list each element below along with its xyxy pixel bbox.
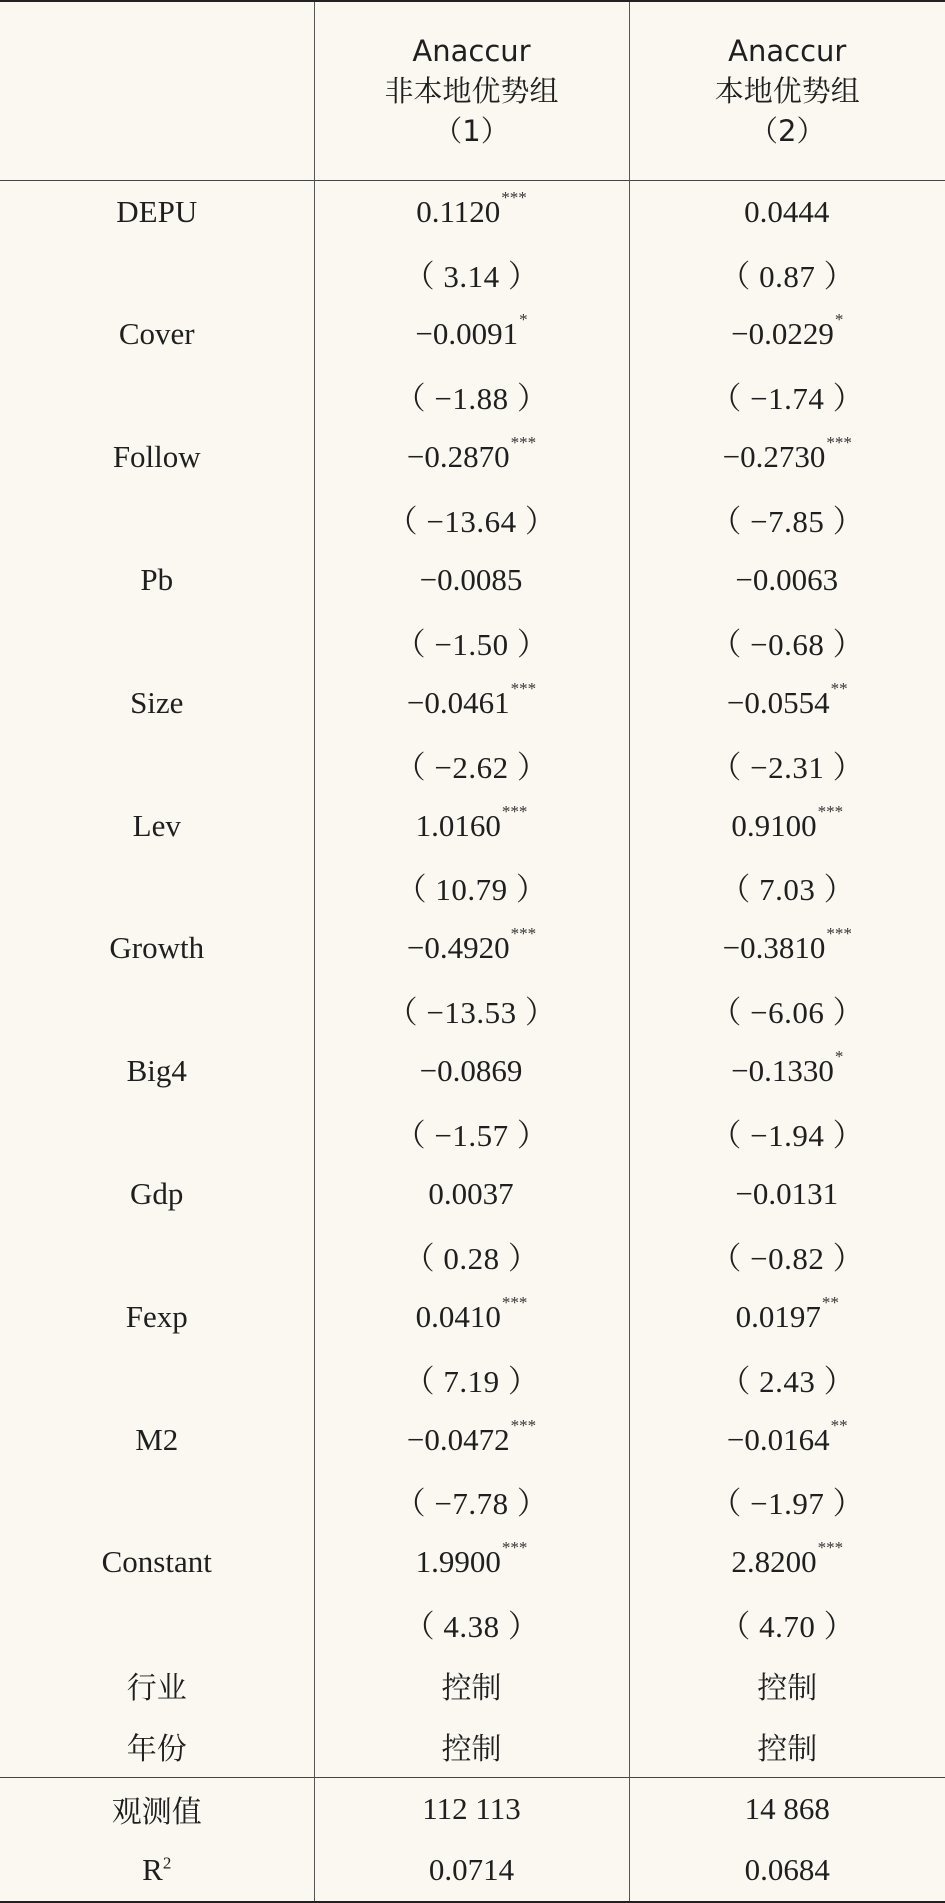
header-col-2-group: 本地优势组 <box>714 74 860 108</box>
table-row <box>0 1040 945 1101</box>
variable-name: Fexp <box>125 1298 188 1334</box>
t-stat-col-2: （ −6.06 ） <box>629 979 945 1040</box>
variable-name: Constant <box>101 1544 212 1580</box>
coef-col-1 <box>314 795 629 856</box>
significance-stars: *** <box>510 433 537 453</box>
coef-value: −0.2730 <box>722 439 826 475</box>
empty-cell <box>0 1593 314 1654</box>
variable-name: DEPU <box>0 181 314 243</box>
coef-col-1 <box>314 304 629 365</box>
table-row <box>0 856 945 917</box>
table-row <box>0 1347 945 1408</box>
coef-value: −0.0063 <box>735 562 839 598</box>
significance-stars: *** <box>501 801 528 821</box>
coef-value: −0.4920 <box>406 930 510 966</box>
header-col-1-var: Anaccur <box>412 34 531 68</box>
header-row <box>0 1 945 181</box>
coef-col-1 <box>314 1532 629 1593</box>
significance-stars: *** <box>510 924 537 944</box>
t-stat-col-1: （ −13.64 ） <box>314 488 629 549</box>
t-stat-col-1: （ −13.53 ） <box>314 979 629 1040</box>
coef-value: 0.0037 <box>428 1175 514 1211</box>
empty-cell <box>0 365 314 426</box>
table-row <box>0 1225 945 1286</box>
significance-stars: *** <box>826 924 852 944</box>
empty-cell <box>0 242 314 303</box>
variable-name: Big4 <box>126 1053 187 1089</box>
table-row <box>0 1286 945 1347</box>
coef-value: −0.0229 <box>731 316 834 352</box>
control-col-2: 控制 <box>629 1716 945 1778</box>
t-stat-col-1: （ −1.57 ） <box>314 1102 629 1163</box>
coef-value: 1.0160 <box>415 807 501 843</box>
significance-stars: *** <box>501 187 527 207</box>
empty-cell <box>0 1225 314 1286</box>
header-col-1-num: （1） <box>433 114 510 148</box>
empty-cell <box>0 856 314 917</box>
t-stat-col-2: （ −1.97 ） <box>629 1470 945 1531</box>
coef-col-2 <box>629 427 945 488</box>
coef-col-2 <box>629 304 945 365</box>
t-stat-col-1: （ −1.50 ） <box>314 611 629 672</box>
t-stat-col-1: （ −2.62 ） <box>314 734 629 795</box>
empty-cell <box>0 734 314 795</box>
table-row <box>0 611 945 672</box>
table-row <box>0 181 945 243</box>
control-row-industry <box>0 1654 945 1715</box>
r-squared-col-1: 0.0714 <box>314 1840 629 1902</box>
table-row <box>0 488 945 549</box>
control-col-1: 控制 <box>314 1654 629 1715</box>
control-name: 年份 <box>126 1732 187 1768</box>
coef-value: −0.1330 <box>731 1053 834 1089</box>
control-col-1: 控制 <box>314 1716 629 1778</box>
coef-value: −0.3810 <box>722 930 826 966</box>
t-stat-col-2: （ −7.85 ） <box>629 488 945 549</box>
empty-cell <box>0 1347 314 1408</box>
coef-value: −0.0085 <box>419 562 523 598</box>
t-stat-col-2: （ 2.43 ） <box>629 1347 945 1408</box>
t-stat-col-1: （ 0.28 ） <box>314 1225 629 1286</box>
observations-col-2: 14 868 <box>629 1778 945 1840</box>
significance-stars: *** <box>501 1292 528 1312</box>
header-col-1 <box>314 1 629 181</box>
t-stat-col-1: （ 7.19 ） <box>314 1347 629 1408</box>
significance-stars: * <box>834 1047 844 1067</box>
table-row <box>0 918 945 979</box>
observations-row <box>0 1778 945 1840</box>
coef-value: 0.0410 <box>415 1298 501 1334</box>
coef-value: 0.0444 <box>744 193 830 229</box>
variable-name: Follow <box>112 439 201 475</box>
t-stat-col-1: （ −7.78 ） <box>314 1470 629 1531</box>
table-row <box>0 734 945 795</box>
t-stat-col-2: （ −0.68 ） <box>629 611 945 672</box>
coef-value: 1.9900 <box>415 1544 501 1580</box>
coef-col-1 <box>314 181 629 243</box>
t-stat-col-1: （ 10.79 ） <box>314 856 629 917</box>
table-row <box>0 427 945 488</box>
table-row <box>0 979 945 1040</box>
table-row <box>0 365 945 426</box>
coef-col-2 <box>629 1163 945 1224</box>
coef-value: 0.1120 <box>416 193 501 229</box>
r-squared-letter: R <box>142 1852 163 1888</box>
table-row <box>0 304 945 365</box>
table-row <box>0 1102 945 1163</box>
t-stat-col-2: （ −1.94 ） <box>629 1102 945 1163</box>
header-blank-cell <box>0 1 314 181</box>
coef-col-2 <box>629 1409 945 1470</box>
significance-stars: * <box>519 310 528 330</box>
control-col-2: 控制 <box>629 1654 945 1715</box>
t-stat-col-2: （ −2.31 ） <box>629 734 945 795</box>
significance-stars: *** <box>510 1415 537 1435</box>
t-stat-col-2: （ 4.70 ） <box>629 1593 945 1654</box>
header-col-1-group: 非本地优势组 <box>384 74 559 108</box>
coef-col-2 <box>629 795 945 856</box>
t-stat-col-2: （ −1.74 ） <box>629 365 945 426</box>
t-stat-col-2: （ −0.82 ） <box>629 1225 945 1286</box>
coef-value: −0.0461 <box>406 684 510 720</box>
coef-col-2 <box>629 1286 945 1347</box>
coef-value: −0.0091 <box>415 316 519 352</box>
coef-value: 0.0197 <box>735 1298 821 1334</box>
significance-stars: ** <box>830 1415 848 1435</box>
t-stat-col-1: （ −1.88 ） <box>314 365 629 426</box>
coef-value: 0.9100 <box>731 807 817 843</box>
coef-col-2 <box>629 918 945 979</box>
header-col-2 <box>629 1 945 181</box>
coef-col-2 <box>629 1532 945 1593</box>
table-row <box>0 795 945 856</box>
significance-stars: *** <box>817 801 844 821</box>
r-squared-label <box>0 1840 314 1902</box>
t-stat-col-1: （ 3.14 ） <box>314 242 629 303</box>
coef-value: −0.0131 <box>735 1175 839 1211</box>
coef-value: 2.8200 <box>731 1544 817 1580</box>
coef-value: −0.0869 <box>419 1053 523 1089</box>
r-squared-col-2: 0.0684 <box>629 1840 945 1902</box>
empty-cell <box>0 979 314 1040</box>
t-stat-col-2: （ 7.03 ） <box>629 856 945 917</box>
empty-cell <box>0 1102 314 1163</box>
coef-col-2 <box>629 1040 945 1101</box>
significance-stars: *** <box>510 678 537 698</box>
control-name: 行业 <box>126 1671 187 1707</box>
empty-cell <box>0 611 314 672</box>
coef-col-2 <box>629 672 945 733</box>
coef-col-1 <box>314 672 629 733</box>
significance-stars: *** <box>817 1538 844 1558</box>
observations-label: 观测值 <box>0 1778 314 1840</box>
control-row-year <box>0 1716 945 1778</box>
table-row <box>0 1409 945 1470</box>
observations-col-1: 112 113 <box>314 1778 629 1840</box>
variable-name: Lev <box>132 807 181 843</box>
coef-col-1 <box>314 1040 629 1101</box>
significance-stars: * <box>834 310 844 330</box>
coef-value: −0.0554 <box>726 684 830 720</box>
empty-cell <box>0 1470 314 1531</box>
coef-col-2 <box>629 181 945 243</box>
significance-stars: ** <box>830 678 848 698</box>
significance-stars: ** <box>821 1292 839 1312</box>
coef-col-1 <box>314 549 629 610</box>
empty-cell <box>0 488 314 549</box>
header-col-2-num: （2） <box>749 114 826 148</box>
table-body <box>0 181 945 1902</box>
table-row <box>0 1593 945 1654</box>
table-row <box>0 1470 945 1531</box>
table-row <box>0 1532 945 1593</box>
coef-col-1 <box>314 1163 629 1224</box>
coef-col-1 <box>314 427 629 488</box>
variable-name: Cover <box>118 316 195 352</box>
significance-stars: *** <box>826 433 852 453</box>
coef-col-1 <box>314 1409 629 1470</box>
t-stat-col-1: （ 4.38 ） <box>314 1593 629 1654</box>
table-row <box>0 672 945 733</box>
r-squared-row <box>0 1840 945 1902</box>
coef-value: −0.0472 <box>406 1421 510 1457</box>
table-row <box>0 242 945 303</box>
variable-name: Size <box>130 684 184 720</box>
variable-name: Pb <box>140 562 174 598</box>
header-col-2-var: Anaccur <box>728 34 847 68</box>
coef-value: −0.0164 <box>726 1421 830 1457</box>
significance-stars: *** <box>501 1538 528 1558</box>
coef-col-1 <box>314 918 629 979</box>
r-squared-superscript: 2 <box>162 1853 172 1873</box>
coef-value: −0.2870 <box>406 439 510 475</box>
table-row <box>0 549 945 610</box>
variable-name: Growth <box>109 930 205 966</box>
coef-col-2 <box>629 549 945 610</box>
table-row <box>0 1163 945 1224</box>
coef-col-1 <box>314 1286 629 1347</box>
t-stat-col-2: （ 0.87 ） <box>629 242 945 303</box>
variable-name: Gdp <box>130 1175 184 1211</box>
variable-name: M2 <box>135 1421 179 1457</box>
